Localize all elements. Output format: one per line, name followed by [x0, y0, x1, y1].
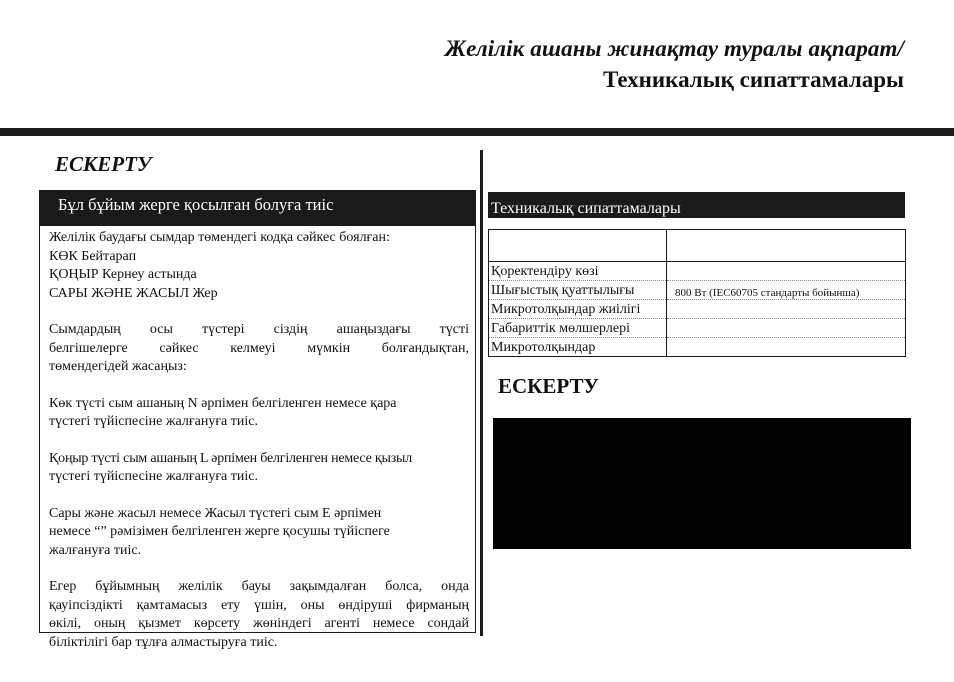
table-row	[489, 300, 906, 319]
specs-table-header-row	[489, 230, 906, 262]
table-row	[489, 338, 906, 357]
spec-value	[667, 319, 906, 338]
wire-code-brown: ҚОҢЫР Кернеу астында	[49, 267, 197, 282]
spec-label: Микротолқындар	[489, 338, 667, 357]
warning-heading-left: ЕСКЕРТУ	[55, 152, 152, 176]
specs-header-cell	[667, 230, 906, 262]
paragraph-damage-line: өкілі, оның қызмет көрсету жөніндегі агенті немесе сондай	[49, 616, 469, 631]
warning-box-body	[40, 226, 475, 652]
table-row	[489, 281, 906, 300]
spec-label: Габариттік мөлшерлері	[489, 319, 667, 338]
wire-code-blue: КӨК Бейтарап	[49, 248, 137, 264]
paragraph-earth-wire	[49, 505, 469, 561]
paragraph-blue-wire	[49, 395, 469, 432]
spec-value	[667, 338, 906, 357]
paragraph-brown-line: Қоңыр түсті сым ашаның L әрпімен белгіленген немесе қызыл	[49, 450, 413, 466]
paragraph-damage-line: қауіпсіздікті қамтамасыз ету үшін, оны өндіруші фирманың	[49, 597, 469, 613]
paragraph-earth-line: Сары және жасыл немесе Жасыл түстегі сым E әрпімен	[49, 505, 382, 521]
warning-box-header: Бұл бұйым жерге қосылған болуға тиіс	[40, 191, 475, 226]
paragraph-damage-line: Егер бұйымның желілік бауы зақымдалған болса, онда	[49, 579, 469, 594]
wire-code-earth: САРЫ ЖӘНЕ ЖАСЫЛ Жер	[49, 285, 218, 301]
page-title-line2: Техникалық сипаттамалары	[602, 67, 904, 92]
spec-label: Микротолқындар жиілігі	[489, 300, 667, 319]
header-rule	[0, 128, 954, 136]
paragraph-colors	[49, 321, 469, 377]
paragraph-earth-line: немесе “” рәмізімен белгіленген жерге қосушы түйіспеге	[49, 524, 390, 539]
paragraph-brown-line: түстегі түйіспесіне жалғануға тиіс.	[49, 469, 258, 484]
specs-table	[488, 229, 906, 357]
table-row	[489, 319, 906, 338]
spec-label: Қоректендіру көзі	[489, 262, 667, 281]
paragraph-damage-line: біліктілігі бар тұлға алмастыруға тиіс.	[49, 634, 278, 650]
page-title-line1: Желілік ашаны жинақтау туралы ақпарат/	[444, 36, 904, 61]
paragraph-earth-line: жалғануға тиіс.	[49, 542, 142, 558]
paragraph-colors-line: төмендегідей жасаңыз:	[49, 359, 187, 374]
specs-header-cell	[489, 230, 667, 262]
paragraph-colors-line: белгішелерге сәйкес келмеуі мүмкін болғандықтан,	[49, 340, 469, 356]
warning-heading-right: ЕСКЕРТУ	[498, 374, 599, 398]
table-row	[489, 262, 906, 281]
spec-value: 800 Вт (IEC60705 стандарты бойынша)	[667, 281, 906, 300]
warning-box	[39, 190, 476, 650]
wire-code-intro: Желілік баудағы сымдар төмендегі кодқа сәйкес боялған:	[49, 230, 390, 245]
wire-code-block	[49, 229, 469, 303]
spec-value	[667, 262, 906, 281]
column-divider	[480, 150, 483, 636]
paragraph-blue-line: түстегі түйіспесіне жалғануға тиіс.	[49, 414, 258, 429]
spec-value	[667, 300, 906, 319]
paragraph-brown-wire	[49, 450, 469, 487]
spec-label: Шығыстық қуаттылығы	[489, 281, 667, 300]
tech-specs-heading: Техникалық сипаттамалары	[488, 192, 905, 218]
redacted-warning-box	[493, 418, 911, 549]
paragraph-colors-line: Сымдардың осы түстері сіздің ашаңыздағы түсті	[49, 322, 469, 337]
paragraph-blue-line: Көк түсті сым ашаның N әрпімен белгіленген немесе қара	[49, 395, 397, 411]
paragraph-damage	[49, 578, 469, 652]
